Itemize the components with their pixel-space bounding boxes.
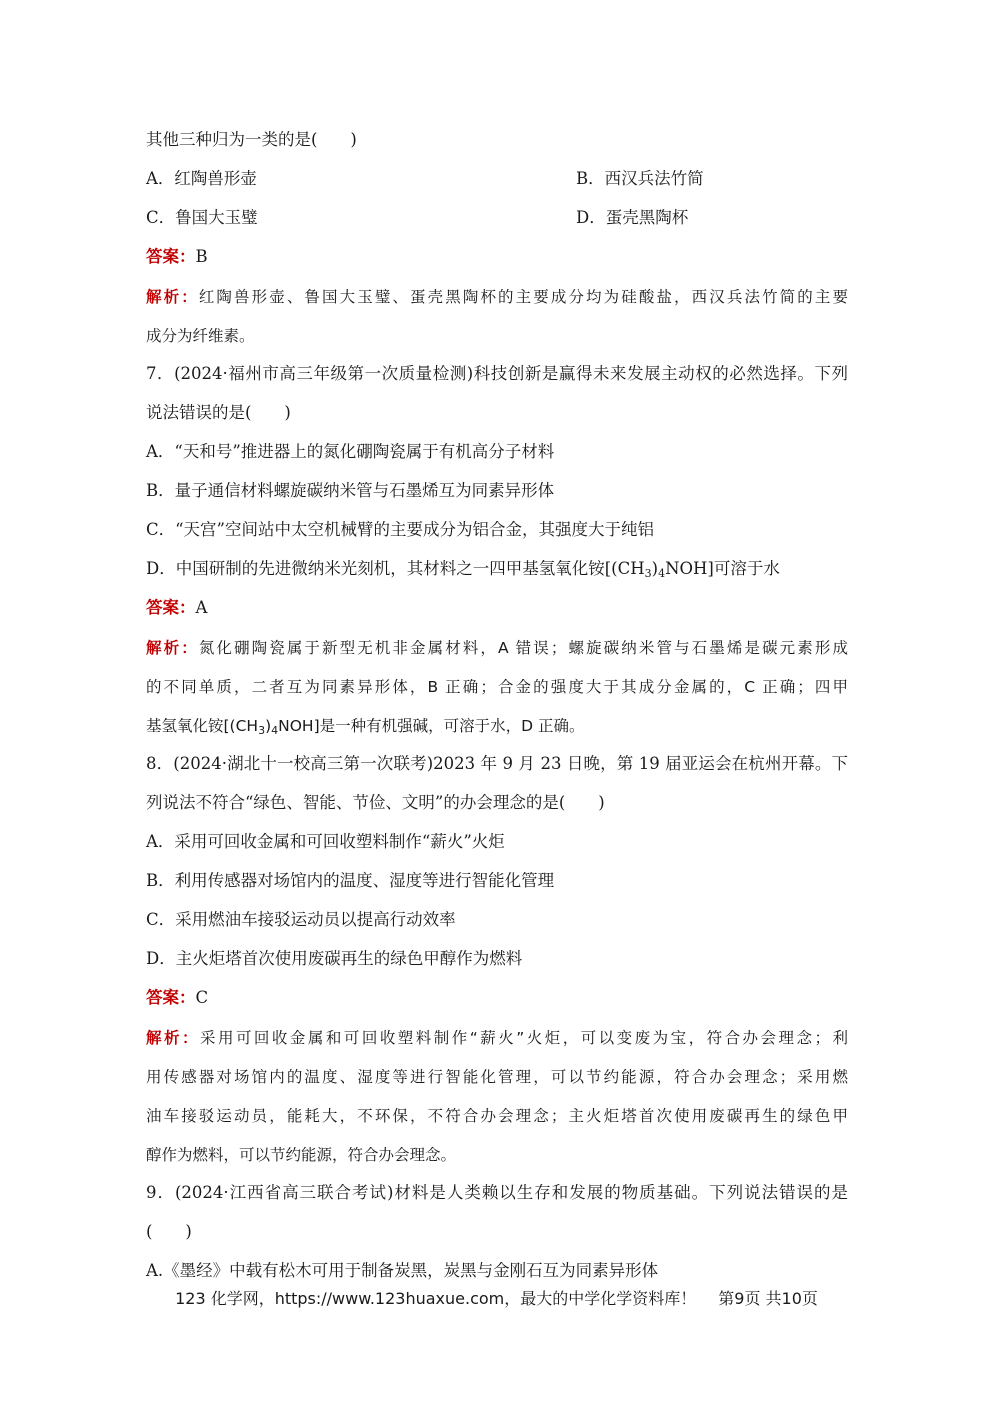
q8-option-d: D．主火炬塔首次使用废碳再生的绿色甲醇作为燃料 — [146, 949, 523, 968]
q7-option-d-text: D．中国研制的先进微纳米光刻机，其材料之一四甲基氢氧化铵[(CH — [146, 559, 645, 578]
q6-option-b: B．西汉兵法竹简 — [576, 169, 704, 188]
q9-option-a: A.《墨经》中载有松木可用于制备炭黑，炭黑与金刚石互为同素异形体 — [146, 1261, 659, 1280]
q8-explanation-line-4: 醇作为燃料，可以节约能源，符合办会理念。 — [146, 1146, 457, 1164]
q8-explanation-line-1 — [146, 1027, 848, 1049]
explanation-text: ) — [265, 717, 272, 735]
q7-stem-line-1: 7．(2024·福州市高三年级第一次质量检测)科技创新是赢得未来发展主动权的必然选择。下列 — [146, 364, 848, 383]
q8-stem-line-2: 列说法不符合“绿色、智能、节俭、文明”的办会理念的是( ) — [146, 793, 605, 812]
answer-label: 答案： — [146, 598, 196, 617]
q8-answer — [146, 987, 848, 1009]
question-stem-line: 其他三种归为一类的是( ) — [146, 130, 357, 149]
q8-option-b: B．利用传感器对场馆内的温度、湿度等进行智能化管理 — [146, 871, 555, 890]
q6-options-row-1 — [146, 168, 848, 190]
q7-option-d — [146, 558, 848, 580]
explanation-text: 基氢氧化铵[(CH — [146, 717, 259, 735]
q9-stem-line-1: 9．(2024·江西省高三联合考试)材料是人类赖以生存和发展的物质基础。下列说法错误的是 — [146, 1183, 848, 1202]
q7-option-d-text: ) — [651, 559, 659, 578]
q8-option-a: A．采用可回收金属和可回收塑料制作“薪火”火炬 — [146, 832, 505, 851]
q8-stem-line-1: 8．(2024·湖北十一校高三第一次联考)2023 年 9 月 23 日晚，第 19 届亚运会在杭州开幕。下 — [146, 754, 848, 773]
q7-explanation-line-3 — [146, 715, 848, 737]
subscript: 4 — [658, 567, 666, 580]
explanation-label: 解析： — [146, 288, 199, 306]
q7-option-b: B．量子通信材料螺旋碳纳米管与石墨烯互为同素异形体 — [146, 481, 555, 500]
page-footer — [0, 1288, 993, 1310]
subscript: 3 — [258, 724, 266, 737]
q7-answer — [146, 597, 848, 619]
q6-option-a: A．红陶兽形壶 — [146, 169, 257, 188]
explanation-label: 解析： — [146, 1029, 200, 1047]
q6-option-d: D．蛋壳黑陶杯 — [576, 208, 689, 227]
footer-site: 123 化学网，https://www.123huaxue.com，最大的中学化学资料库！ — [175, 1289, 697, 1308]
explanation-text: NOH]是一种有机强碱，可溶于水，D 正确。 — [278, 717, 585, 735]
q6-options-row-2 — [146, 207, 848, 229]
q7-stem-line-2: 说法错误的是( ) — [146, 403, 291, 422]
q8-explanation-line-3: 油车接驳运动员，能耗大，不环保，不符合办会理念；主火炬塔首次使用废碳再生的绿色甲 — [146, 1107, 848, 1125]
answer-value: C — [195, 988, 209, 1007]
subscript: 3 — [644, 567, 652, 580]
answer-label: 答案： — [146, 247, 196, 266]
answer-label: 答案： — [146, 988, 196, 1007]
q6-answer — [146, 246, 848, 268]
footer-page-number: 第9页 共10页 — [718, 1289, 818, 1308]
q7-explanation-line-1 — [146, 637, 848, 659]
q6-option-c: C．鲁国大玉璧 — [146, 208, 258, 227]
answer-value: A — [195, 598, 208, 617]
explanation-text: 采用可回收金属和可回收塑料制作“薪火”火炬，可以变废为宝，符合办会理念；利 — [199, 1029, 848, 1047]
answer-value: B — [195, 247, 208, 266]
explanation-text: 氮化硼陶瓷属于新型无机非金属材料，A 错误；螺旋碳纳米管与石墨烯是碳元素形成 — [198, 639, 848, 657]
subscript: 4 — [271, 724, 279, 737]
explanation-text: 红陶兽形壶、鲁国大玉璧、蛋壳黑陶杯的主要成分均为硅酸盐，西汉兵法竹简的主要 — [198, 288, 848, 306]
q6-explanation-line-1 — [146, 286, 848, 308]
q7-option-d-text: NOH]可溶于水 — [665, 559, 780, 578]
q9-stem-line-2: ( ) — [146, 1222, 192, 1241]
explanation-label: 解析： — [146, 639, 199, 657]
q7-option-c: C．“天宫”空间站中太空机械臂的主要成分为铝合金，其强度大于纯铝 — [146, 520, 654, 539]
q6-explanation-line-2: 成分为纤维素。 — [146, 327, 255, 345]
q7-option-a: A．“天和号”推进器上的氮化硼陶瓷属于有机高分子材料 — [146, 442, 555, 461]
q7-explanation-line-2: 的不同单质，二者互为同素异形体，B 正确；合金的强度大于其成分金属的，C 正确；四甲 — [146, 678, 848, 696]
q8-explanation-line-2: 用传感器对场馆内的温度、湿度等进行智能化管理，可以节约能源，符合办会理念；采用燃 — [146, 1068, 848, 1086]
q8-option-c: C．采用燃油车接驳运动员以提高行动效率 — [146, 910, 456, 929]
